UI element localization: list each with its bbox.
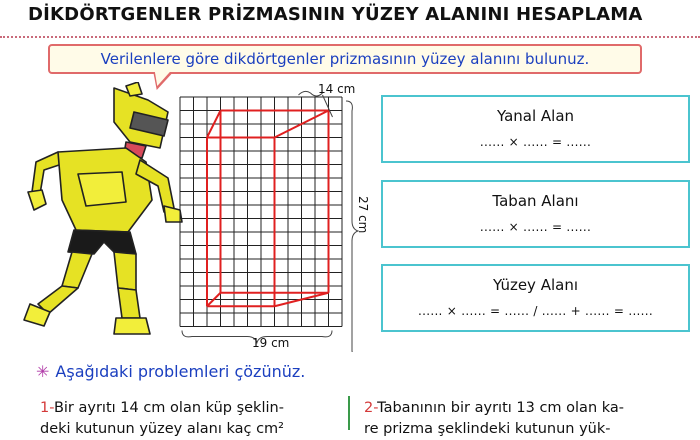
speech-bubble: Verilenlere göre dikdörtgenler prizmasının yüzey alanını bulunuz. [48,44,642,74]
problem-divider [348,396,350,430]
surface-area-label: Yüzey Alanı [493,276,578,294]
problem-1-number: 1- [40,400,54,416]
asterisk-icon: ✳ [36,362,50,381]
lateral-area-formula[interactable]: ...... × ...... = ...... [479,135,592,149]
instruction [36,362,305,381]
base-area-label: Taban Alanı [492,192,579,210]
problem-1 [40,398,284,440]
problem-1-line-2: deki kutunun yüzey alanı kaç cm² [40,421,284,437]
surface-area-formula[interactable]: ...... × ...... = ...... / ...... + ...... = ...... [417,304,654,318]
lateral-area-label: Yanal Alan [496,107,575,125]
title-divider [0,36,700,38]
base-area-formula[interactable]: ...... × ...... = ...... [479,220,592,234]
robot-illustration [18,82,188,344]
base-area-box [381,180,690,248]
problem-2 [364,398,624,440]
surface-area-box [381,264,690,332]
problem-2-number: 2- [364,400,378,416]
instruction-text: Aşağıdaki problemleri çözünüz. [55,362,306,381]
dimension-width-label: 19 cm [252,336,290,350]
dimension-depth-label: 14 cm [318,82,356,96]
problem-1-line-1: Bir ayrıtı 14 cm olan küp şeklin- [53,400,284,416]
dimension-height-label: 27 cm [356,196,370,234]
problem-2-line-1: Tabanının bir ayrıtı 13 cm olan ka- [377,400,625,416]
page-title: DİKDÖRTGENLER PRİZMASININ YÜZEY ALANINI HESAPLAMA [28,4,643,25]
lateral-area-box [381,95,690,163]
problem-2-line-2: re prizma şeklindeki kutunun yük- [364,421,611,437]
